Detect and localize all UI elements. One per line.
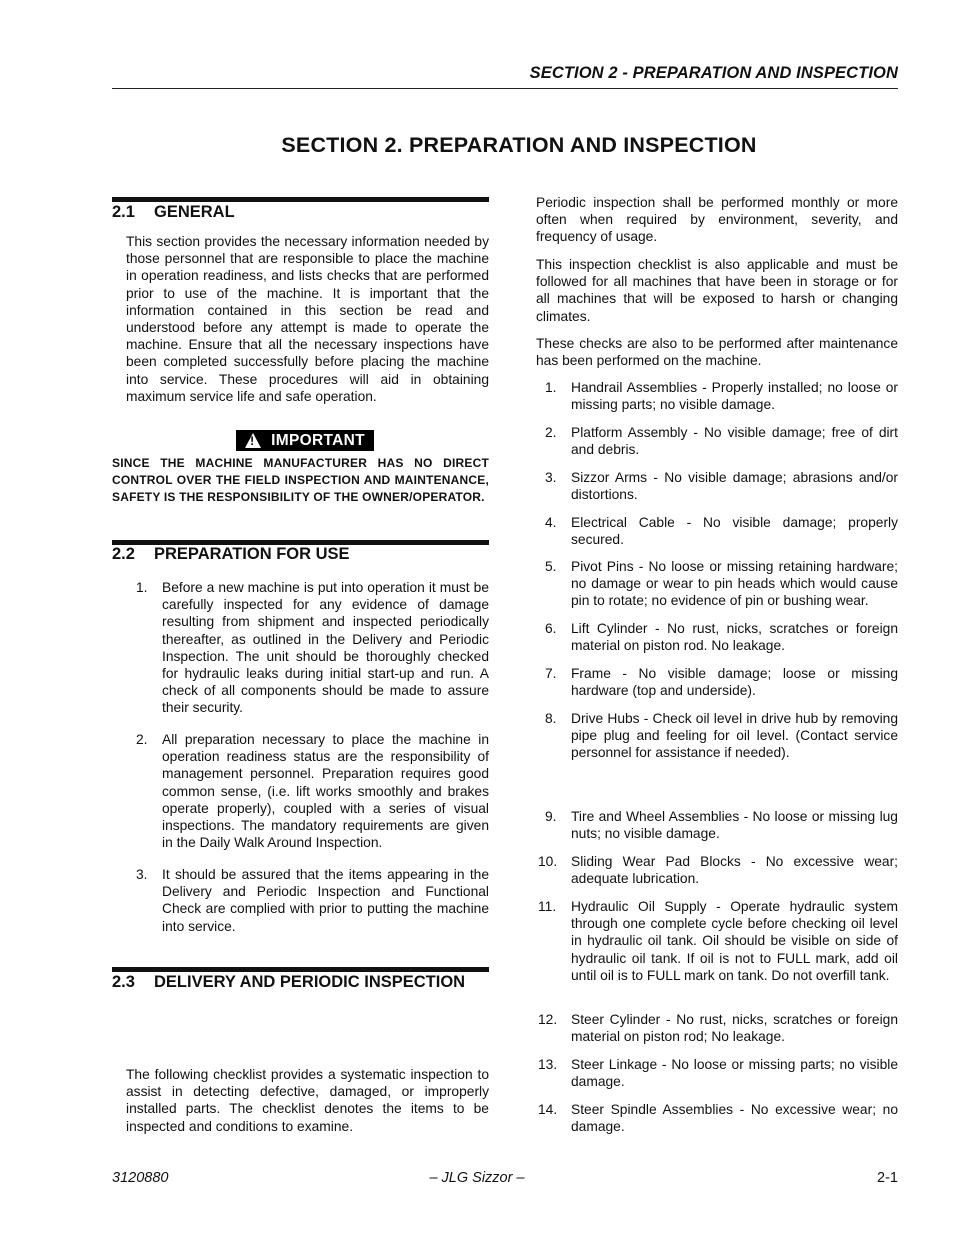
running-header: SECTION 2 - PREPARATION AND INSPECTION [529, 64, 898, 82]
section-number: 2.1 [112, 203, 135, 221]
footer-document-number: 3120880 [112, 1170, 169, 1186]
list-text: Lift Cylinder - No rust, nicks, scratches or foreign material on piston rod. No leakage. [571, 621, 898, 654]
list-number: 2. [545, 425, 557, 440]
list-number: 1. [136, 580, 148, 595]
applicable-paragraph: This inspection checklist is also applicable and must be followed for all machines that have been in storage or for all machines that will be exposed to harsh or changing climates. [536, 257, 898, 324]
important-notice: SINCE THE MACHINE MANUFACTURER HAS NO DIRECT CONTROL OVER THE FIELD INSPECTION AND MAINTENANCE, SAFETY IS THE RESPONSIBILITY OF THE OWNER/OPERATOR. [112, 456, 489, 505]
list-item [136, 579, 489, 719]
footer-product-name: – JLG Sizzor – [429, 1170, 525, 1186]
list-text: Steer Cylinder - No rust, nicks, scratches or foreign material on piston rod; No leakage. [571, 1012, 898, 1045]
section-title: DELIVERY AND PERIODIC INSPECTION [154, 973, 466, 991]
header-rule [112, 88, 898, 89]
list-number: 5. [545, 559, 557, 574]
list-number: 2. [136, 732, 148, 747]
section-number: 2.2 [112, 545, 135, 563]
list-number: 7. [545, 666, 557, 681]
list-number: 3. [136, 867, 148, 882]
list-text: Platform Assembly - No visible damage; free of dirt and debris. [571, 425, 898, 458]
section-title: PREPARATION FOR USE [154, 545, 350, 563]
list-item [136, 731, 489, 853]
list-text: It should be assured that the items appearing in the Delivery and Periodic Inspection and Functional Check are complied with prior to putting the machine into service. [162, 867, 489, 934]
list-number: 12. [538, 1012, 558, 1027]
list-text: Before a new machine is put into operation it must be carefully inspected for any evidence of damage resulting from shipment and inspected periodically thereafter, as outlined in the Delivery and Periodic Inspection. The unit should be thoroughly checked for hydraulic leaks during initial start-up and run. A check of all components should be made to assure their security. [162, 580, 489, 716]
warning-icon [245, 433, 261, 448]
list-number: 11. [538, 899, 557, 914]
list-text: Steer Spindle Assemblies - No excessive wear; no damage. [571, 1102, 898, 1135]
list-text: Hydraulic Oil Supply - Operate hydraulic system through one complete cycle before checking oil level in hydraulic oil tank. Oil should be visible on side of hydraulic oil tank. If oil is not to FULL mark, add oil until oil is to FULL mark on tank. Do not overfill tank. [571, 899, 898, 983]
list-text: Sizzor Arms - No visible damage; abrasions and/or distortions. [571, 470, 898, 503]
footer-page-number: 2-1 [877, 1170, 898, 1186]
general-paragraph: This section provides the necessary information needed by those personnel that are responsible to place the machine in operation readiness, and lists checks that are performed prior to use of the machine. It is important that the information contained in this section be read and understood before any attempt is made to operate the machine. Ensure that all the necessary inspections have been completed successfully before placing the machine into service. These procedures will aid in obtaining maximum service life and safe operation. [126, 234, 489, 404]
important-label: IMPORTANT [271, 431, 365, 449]
list-text: Pivot Pins - No loose or missing retaining hardware; no damage or wear to pin heads which would cause pin to rotate; no evidence of pin or bushing wear. [571, 559, 898, 609]
list-number: 1. [545, 380, 557, 395]
list-text: Tire and Wheel Assemblies - No loose or missing lug nuts; no visible damage. [571, 809, 898, 842]
section-title: GENERAL [154, 203, 235, 221]
list-number: 10. [538, 854, 558, 869]
delivery-paragraph: The following checklist provides a systematic inspection to assist in detecting defective, damaged, or improperly installed parts. The checklist denotes the items to be inspected and conditions to examine. [126, 1067, 489, 1134]
section-rule [112, 197, 489, 202]
list-number: 13. [538, 1057, 558, 1072]
list-text: Frame - No visible damage; loose or missing hardware (top and underside). [571, 666, 898, 699]
section-heading-delivery [112, 973, 465, 992]
list-text: Steer Linkage - No loose or missing parts; no visible damage. [571, 1057, 898, 1090]
list-number: 4. [545, 515, 557, 530]
list-item [136, 866, 489, 938]
list-text: Drive Hubs - Check oil level in drive hub by removing pipe plug and feeling for oil level. (Contact service personnel for assistance if needed). [571, 711, 898, 761]
list-number: 14. [538, 1102, 558, 1117]
section-rule [112, 967, 489, 972]
list-number: 3. [545, 470, 557, 485]
list-text: Electrical Cable - No visible damage; properly secured. [571, 515, 898, 548]
list-text: Handrail Assemblies - Properly installed; no loose or missing parts; no visible damage. [571, 380, 898, 413]
maintenance-paragraph: These checks are also to be performed after maintenance has been performed on the machine. [536, 336, 898, 369]
page-title: SECTION 2. PREPARATION AND INSPECTION [281, 133, 757, 157]
list-text: All preparation necessary to place the machine in operation readiness status are the responsibility of management personnel. Preparation requires good common sense, (i.e. lift works smoothly and brakes operate properly), coupled with a series of visual inspections. The mandatory requirements are given in the Daily Walk Around Inspection. [162, 732, 489, 851]
list-text: Sliding Wear Pad Blocks - No excessive wear; adequate lubrication. [571, 854, 898, 887]
list-number: 8. [545, 711, 557, 726]
section-heading-general [112, 203, 235, 222]
list-number: 9. [545, 809, 557, 824]
section-heading-preparation [112, 545, 350, 564]
periodic-paragraph: Periodic inspection shall be performed monthly or more often when required by environment, severity, and frequency of usage. [536, 195, 898, 245]
important-label-box [236, 430, 374, 451]
list-number: 6. [545, 621, 557, 636]
section-number: 2.3 [112, 973, 135, 991]
